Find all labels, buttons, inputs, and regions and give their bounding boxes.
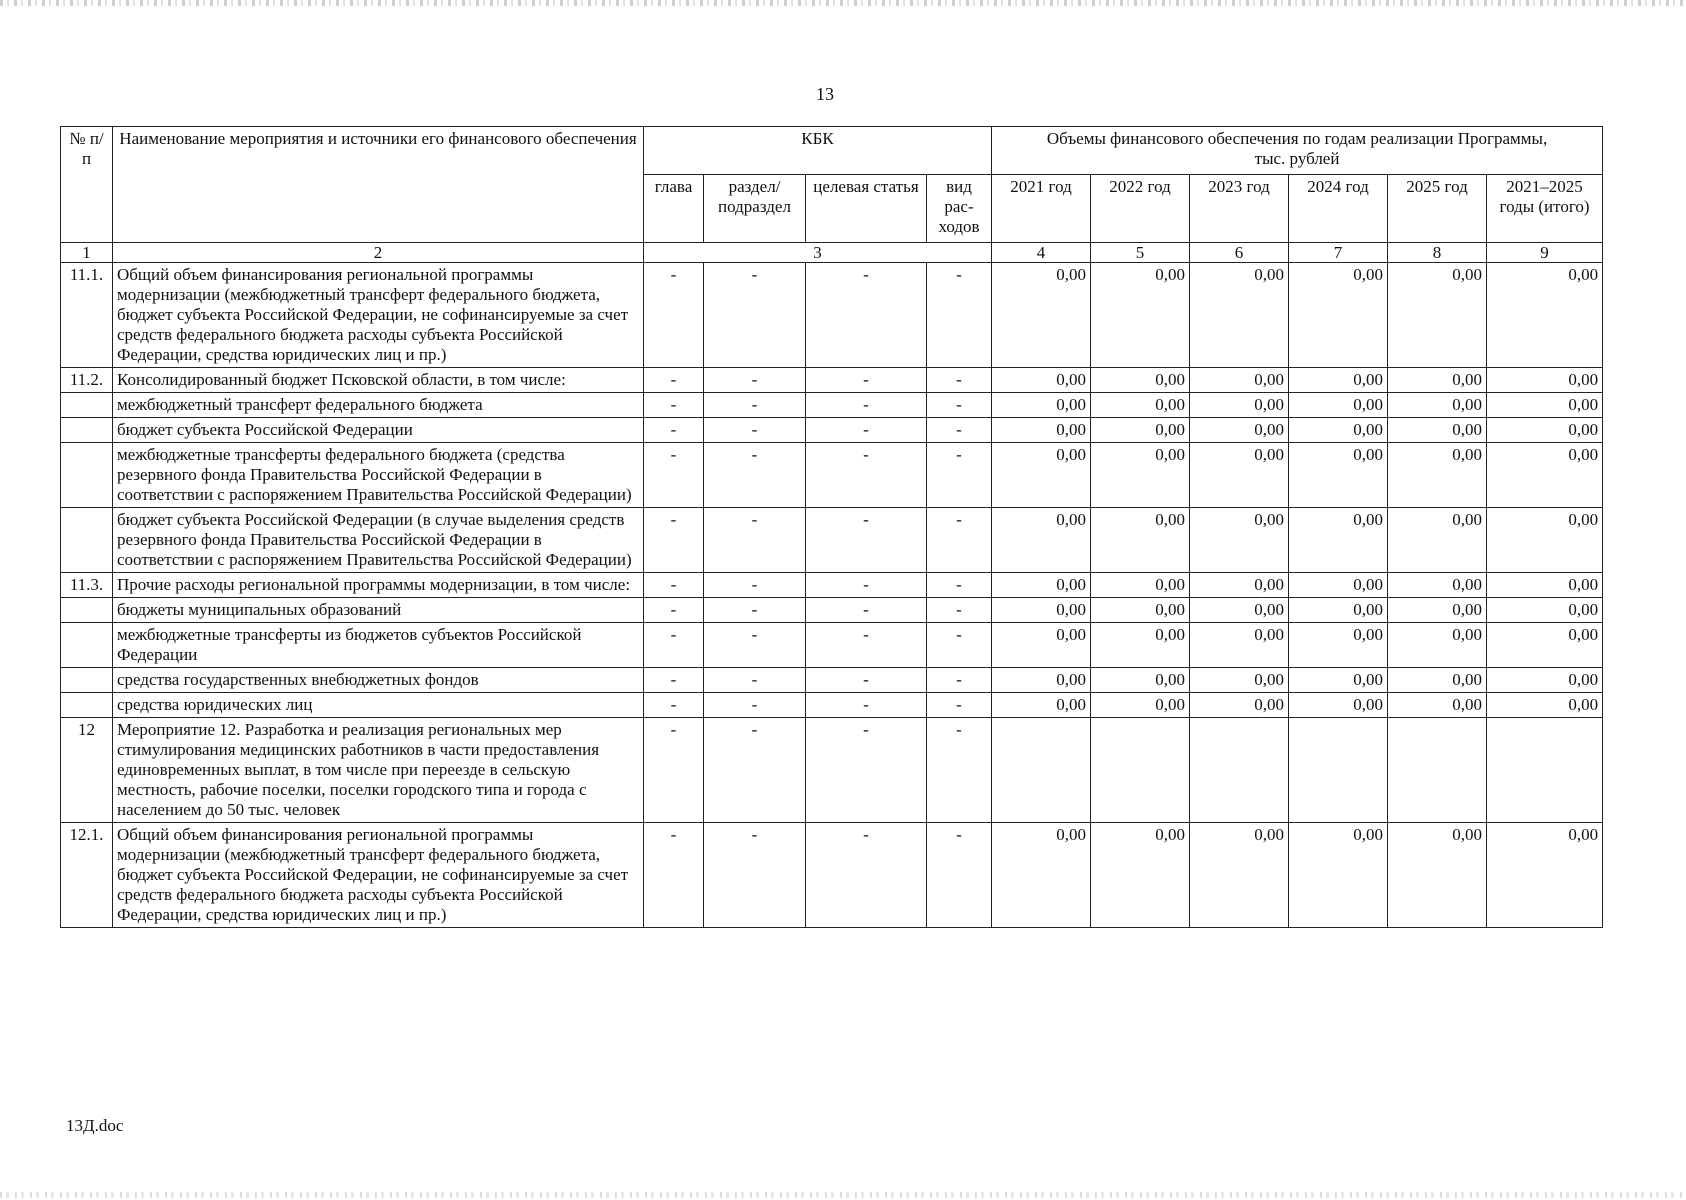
value-cell: 0,00 [1388,668,1487,693]
value-cell: 0,00 [1190,573,1289,598]
table-row [61,623,1603,668]
kbk-cell: - [806,823,927,928]
row-name: Общий объем финансирования региональной программы модернизации (межбюджетный трансферт федерального бюджета, бюджет субъекта Российской Федерации, не софинансируемые за счет средств федерального бюджета расходы субъекта Российской Федерации, средства юридических лиц и пр.) [113,823,644,928]
kbk-cell: - [704,443,806,508]
column-index: 7 [1289,243,1388,263]
table-row [61,823,1603,928]
kbk-cell: - [644,623,704,668]
kbk-cell: - [704,368,806,393]
kbk-cell: - [644,508,704,573]
value-cell: 0,00 [992,393,1091,418]
header-kbk-sub: глава [644,175,704,243]
kbk-cell: - [644,263,704,368]
value-cell: 0,00 [1388,443,1487,508]
table-row [61,573,1603,598]
kbk-cell: - [927,573,992,598]
value-cell: 0,00 [1388,393,1487,418]
scan-edge-top [0,0,1686,6]
value-cell: 0,00 [1091,263,1190,368]
kbk-cell: - [806,443,927,508]
value-cell: 0,00 [1091,443,1190,508]
row-name: межбюджетные трансферты из бюджетов субъектов Российской Федерации [113,623,644,668]
kbk-cell: - [704,418,806,443]
kbk-cell: - [927,263,992,368]
header-num: № п/п [61,127,113,243]
value-cell: 0,00 [1388,693,1487,718]
kbk-cell: - [927,368,992,393]
header-volumes: Объемы финансового обеспечения по годам реализации Программы, тыс. рублей [992,127,1603,175]
kbk-cell: - [927,668,992,693]
kbk-cell: - [644,718,704,823]
row-name: Общий объем финансирования региональной программы модернизации (межбюджетный трансферт федерального бюджета, бюджет субъекта Российской Федерации, не софинансируемые за счет средств федерального бюджета расходы субъекта Российской Федерации, средства юридических лиц и пр.) [113,263,644,368]
column-index: 6 [1190,243,1289,263]
kbk-cell: - [927,623,992,668]
value-cell: 0,00 [1091,368,1190,393]
kbk-cell: - [644,418,704,443]
row-number: 12.1. [61,823,113,928]
kbk-cell: - [927,508,992,573]
value-cell: 0,00 [1091,668,1190,693]
table-row [61,718,1603,823]
kbk-cell: - [927,718,992,823]
value-cell: 0,00 [1487,823,1603,928]
value-cell: 0,00 [1289,263,1388,368]
row-name: межбюджетные трансферты федерального бюджета (средства резервного фонда Правительства Российской Федерации в соответствии с распоряжением Правительства Российской Федерации) [113,443,644,508]
value-cell [1289,718,1388,823]
kbk-cell: - [644,823,704,928]
value-cell: 0,00 [1388,418,1487,443]
table-row [61,443,1603,508]
value-cell [1487,718,1603,823]
value-cell: 0,00 [1091,598,1190,623]
header-name: Наименование мероприятия и источники его финансового обеспечения [113,127,644,243]
index-row [61,243,1603,263]
kbk-cell: - [927,418,992,443]
table-row [61,263,1603,368]
value-cell: 0,00 [1091,508,1190,573]
row-name: Прочие расходы региональной программы модернизации, в том числе: [113,573,644,598]
row-number [61,668,113,693]
row-number [61,393,113,418]
header-year: 2021 год [992,175,1091,243]
row-number: 11.3. [61,573,113,598]
row-name: Консолидированный бюджет Псковской области, в том числе: [113,368,644,393]
row-number: 11.2. [61,368,113,393]
value-cell: 0,00 [1190,623,1289,668]
value-cell: 0,00 [1487,368,1603,393]
scan-edge-bottom [0,1192,1686,1198]
value-cell: 0,00 [1388,263,1487,368]
kbk-cell: - [927,598,992,623]
value-cell: 0,00 [1190,263,1289,368]
header-kbk-sub: целевая статья [806,175,927,243]
row-name: межбюджетный трансферт федерального бюджета [113,393,644,418]
table-row [61,693,1603,718]
kbk-cell: - [704,718,806,823]
value-cell: 0,00 [1487,443,1603,508]
value-cell: 0,00 [1388,573,1487,598]
row-name: бюджет субъекта Российской Федерации [113,418,644,443]
column-index: 1 [61,243,113,263]
value-cell: 0,00 [992,668,1091,693]
column-index: 4 [992,243,1091,263]
value-cell: 0,00 [992,368,1091,393]
value-cell: 0,00 [1487,418,1603,443]
value-cell: 0,00 [1487,508,1603,573]
row-number [61,623,113,668]
value-cell: 0,00 [1190,668,1289,693]
kbk-cell: - [704,693,806,718]
value-cell: 0,00 [1289,598,1388,623]
header-year: 2024 год [1289,175,1388,243]
value-cell [1388,718,1487,823]
row-number: 12 [61,718,113,823]
row-name: бюджет субъекта Российской Федерации (в случае выделения средств резервного фонда Правительства Российской Федерации в соответствии с распоряжением Правительства Российской Федерации) [113,508,644,573]
kbk-cell: - [806,718,927,823]
value-cell: 0,00 [1091,418,1190,443]
value-cell: 0,00 [1190,368,1289,393]
row-name: средства юридических лиц [113,693,644,718]
value-cell: 0,00 [1289,693,1388,718]
value-cell: 0,00 [992,418,1091,443]
value-cell: 0,00 [1289,508,1388,573]
value-cell: 0,00 [1190,418,1289,443]
column-index: 9 [1487,243,1603,263]
value-cell: 0,00 [992,623,1091,668]
row-number [61,418,113,443]
kbk-cell: - [704,573,806,598]
column-index: 5 [1091,243,1190,263]
value-cell: 0,00 [992,693,1091,718]
table-row [61,368,1603,393]
table-row [61,508,1603,573]
value-cell: 0,00 [1190,598,1289,623]
kbk-cell: - [927,823,992,928]
footer-filename: 13Д.doc [66,1116,124,1135]
page-number: 13 [816,84,834,104]
row-number [61,693,113,718]
row-number [61,598,113,623]
kbk-cell: - [806,668,927,693]
row-number [61,443,113,508]
kbk-cell: - [806,393,927,418]
header-year: 2022 год [1091,175,1190,243]
table-row [61,598,1603,623]
kbk-cell: - [806,418,927,443]
row-number [61,508,113,573]
value-cell: 0,00 [1190,693,1289,718]
column-index: 3 [644,243,992,263]
value-cell: 0,00 [1091,823,1190,928]
value-cell: 0,00 [1289,668,1388,693]
kbk-cell: - [704,508,806,573]
value-cell: 0,00 [1190,443,1289,508]
row-name: средства государственных внебюджетных фондов [113,668,644,693]
kbk-cell: - [927,443,992,508]
kbk-cell: - [927,693,992,718]
kbk-cell: - [644,368,704,393]
value-cell: 0,00 [1091,393,1190,418]
kbk-cell: - [806,508,927,573]
value-cell: 0,00 [1388,823,1487,928]
kbk-cell: - [704,668,806,693]
kbk-cell: - [644,393,704,418]
header-kbk-sub: вид рас-ходов [927,175,992,243]
kbk-cell: - [704,393,806,418]
value-cell: 0,00 [1091,573,1190,598]
value-cell: 0,00 [992,508,1091,573]
value-cell: 0,00 [992,823,1091,928]
value-cell [1091,718,1190,823]
value-cell [992,718,1091,823]
value-cell: 0,00 [1091,623,1190,668]
value-cell: 0,00 [1487,623,1603,668]
value-cell: 0,00 [1289,443,1388,508]
kbk-cell: - [806,693,927,718]
header-kbk-sub: раздел/ подраздел [704,175,806,243]
value-cell: 0,00 [992,598,1091,623]
table-header [61,127,1603,263]
value-cell: 0,00 [1388,598,1487,623]
value-cell: 0,00 [1388,623,1487,668]
value-cell: 0,00 [1091,693,1190,718]
value-cell: 0,00 [1289,573,1388,598]
value-cell [1190,718,1289,823]
kbk-cell: - [806,623,927,668]
value-cell: 0,00 [1388,508,1487,573]
value-cell: 0,00 [1190,393,1289,418]
value-cell: 0,00 [992,573,1091,598]
column-index: 2 [113,243,644,263]
row-name: Мероприятие 12. Разработка и реализация региональных мер стимулирования медицинских работников в части предоставления единовременных выплат, в том числе при переезде в сельскую местность, рабочие поселки, поселки городского типа и города с населением до 50 тыс. человек [113,718,644,823]
table-row [61,418,1603,443]
kbk-cell: - [806,263,927,368]
kbk-cell: - [704,598,806,623]
kbk-cell: - [806,573,927,598]
kbk-cell: - [644,573,704,598]
header-kbk: КБК [644,127,992,175]
kbk-cell: - [806,598,927,623]
kbk-cell: - [704,623,806,668]
row-number: 11.1. [61,263,113,368]
kbk-cell: - [927,393,992,418]
value-cell: 0,00 [1487,393,1603,418]
value-cell: 0,00 [992,443,1091,508]
kbk-cell: - [644,668,704,693]
column-index: 8 [1388,243,1487,263]
value-cell: 0,00 [1388,368,1487,393]
value-cell: 0,00 [1289,418,1388,443]
value-cell: 0,00 [1487,573,1603,598]
value-cell: 0,00 [1487,598,1603,623]
header-year: 2021–2025 годы (итого) [1487,175,1603,243]
value-cell: 0,00 [1289,823,1388,928]
kbk-cell: - [644,693,704,718]
value-cell: 0,00 [1190,508,1289,573]
value-cell: 0,00 [1289,393,1388,418]
value-cell: 0,00 [1487,263,1603,368]
kbk-cell: - [644,443,704,508]
kbk-cell: - [806,368,927,393]
table-row [61,668,1603,693]
header-year: 2023 год [1190,175,1289,243]
value-cell: 0,00 [1487,693,1603,718]
value-cell: 0,00 [1289,623,1388,668]
value-cell: 0,00 [992,263,1091,368]
value-cell: 0,00 [1190,823,1289,928]
kbk-cell: - [704,823,806,928]
financing-table [60,126,1603,928]
kbk-cell: - [644,598,704,623]
row-name: бюджеты муниципальных образований [113,598,644,623]
value-cell: 0,00 [1487,668,1603,693]
table-body [61,263,1603,928]
header-year: 2025 год [1388,175,1487,243]
kbk-cell: - [704,263,806,368]
value-cell: 0,00 [1289,368,1388,393]
table-row [61,393,1603,418]
